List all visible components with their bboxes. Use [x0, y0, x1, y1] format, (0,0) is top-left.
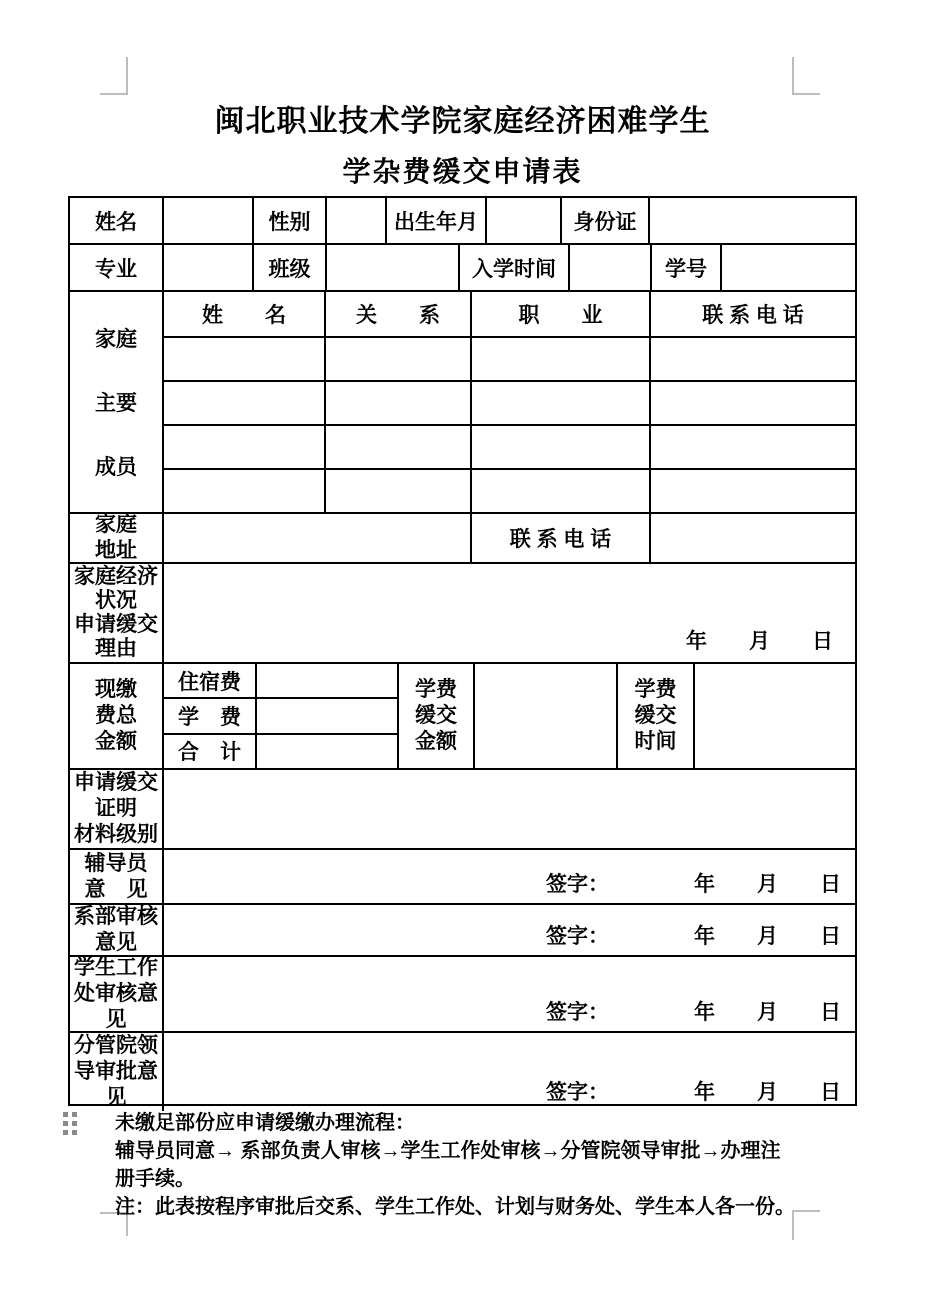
home-address-line1: 家庭 [95, 514, 137, 536]
signature-label: 签字： [546, 1001, 609, 1024]
counselor-opinion-row [70, 850, 855, 905]
student-affairs-label-line2: 处审核意 [74, 982, 158, 1005]
basic-info-row-1 [70, 198, 855, 245]
fees-side-line2: 费总 [95, 704, 137, 727]
birthdate-label: 出生年月 [387, 198, 487, 243]
department-review-row [70, 905, 855, 957]
evidence-level-label [70, 770, 164, 848]
student-affairs-review-area[interactable] [164, 957, 855, 1031]
total-fee-input-cell[interactable] [257, 735, 397, 768]
economic-status-input-area[interactable] [164, 564, 855, 662]
signature-label: 签字： [546, 873, 609, 896]
department-review-area[interactable] [164, 905, 855, 955]
family-member-occupation-cell[interactable] [472, 382, 651, 424]
birthdate-input-cell[interactable] [487, 198, 562, 243]
major-input-cell[interactable] [164, 245, 254, 290]
date-placeholder: 年 月 日 [694, 873, 841, 896]
signature-label: 签字： [546, 1081, 609, 1104]
signature-label: 签字： [546, 925, 609, 948]
student-affairs-review-label [70, 957, 164, 1031]
family-member-row [164, 426, 855, 470]
family-members-side-label [70, 292, 164, 512]
family-member-phone-cell[interactable] [651, 382, 855, 424]
notes-line2: 辅导员同意→ 系部负责人审核→学生工作处审核→分管院领导审批→办理注 [115, 1140, 781, 1162]
accommodation-fee-input-cell[interactable] [257, 664, 397, 697]
family-member-occupation-cell[interactable] [472, 470, 651, 512]
college-leader-approval-label [70, 1033, 164, 1111]
family-member-row [164, 338, 855, 382]
leader-label-line1: 分管院领 [74, 1034, 158, 1057]
economic-label-line4: 理由 [95, 637, 137, 660]
department-review-label [70, 905, 164, 955]
family-side-line1: 家庭 [95, 328, 137, 351]
counselor-label-line1: 辅导员 [84, 851, 148, 875]
family-member-relation-cell[interactable] [326, 426, 472, 468]
defer-amount-line3: 金额 [415, 730, 457, 753]
leader-label-line2: 导审批意 [74, 1060, 158, 1083]
family-member-phone-cell[interactable] [651, 426, 855, 468]
fees-side-line1: 现缴 [95, 678, 137, 701]
family-phone-header: 联 系 电 话 [702, 304, 804, 327]
economic-status-row [70, 564, 855, 664]
family-header-row [164, 292, 855, 338]
total-fee-row [164, 735, 397, 768]
family-member-name-cell[interactable] [164, 382, 326, 424]
home-address-row [70, 514, 855, 564]
economic-label-line1: 家庭经济 [74, 565, 158, 588]
family-member-relation-cell[interactable] [326, 338, 472, 380]
family-member-name-cell[interactable] [164, 338, 326, 380]
contact-phone-label: 联 系 电 话 [472, 514, 651, 562]
fees-row [70, 664, 855, 770]
family-members-section [70, 292, 855, 514]
family-side-line3: 成员 [95, 456, 137, 479]
footer-notes [115, 1109, 875, 1221]
form-title-line2: 学杂费缓交申请表 [342, 156, 583, 187]
student-affairs-label-line3: 见 [105, 1008, 127, 1031]
college-leader-approval-row [70, 1033, 855, 1111]
home-address-line2: 地址 [95, 539, 137, 562]
margin-corner-mark-top-right [792, 57, 820, 95]
economic-status-label [70, 564, 164, 662]
family-occupation-header: 职 业 [472, 292, 651, 336]
counselor-opinion-area[interactable] [164, 850, 855, 903]
notes-line4: 注：此表按程序审批后交系、学生工作处、计划与财务处、学生本人各一份。 [115, 1196, 795, 1218]
defer-amount-line1: 学费 [415, 678, 457, 701]
economic-date-placeholder: 年 月 日 [686, 630, 833, 653]
family-side-line2: 主要 [95, 392, 137, 415]
gender-label: 性别 [254, 198, 327, 243]
family-relation-header: 关 系 [326, 292, 472, 336]
economic-label-line3: 申请缓交 [74, 613, 158, 636]
gender-input-cell[interactable] [327, 198, 387, 243]
home-address-input-cell[interactable] [164, 514, 472, 562]
defer-amount-line2: 缓交 [415, 704, 457, 727]
economic-label-line2: 状况 [95, 589, 137, 612]
defer-time-input-cell[interactable] [695, 664, 855, 768]
department-label-line1: 系部审核 [74, 905, 158, 928]
notes-line3: 册手续。 [115, 1168, 195, 1190]
defer-time-line1: 学费 [634, 678, 677, 701]
student-number-label: 学号 [652, 245, 722, 290]
fee-items-grid [164, 664, 399, 768]
accommodation-fee-row [164, 664, 397, 699]
defer-time-line3: 时间 [634, 730, 677, 753]
major-label: 专业 [70, 245, 164, 290]
notes-line1: 未缴足部份应申请缓缴办理流程： [115, 1112, 415, 1134]
enrollment-date-input-cell[interactable] [570, 245, 652, 290]
family-members-grid [164, 292, 855, 512]
evidence-label-line3: 材料级别 [74, 823, 158, 846]
family-member-name-cell[interactable] [164, 470, 326, 512]
total-fee-label: 合 计 [164, 735, 257, 768]
college-leader-approval-area[interactable] [164, 1033, 855, 1111]
name-input-cell[interactable] [164, 198, 254, 243]
counselor-label-line2: 意 见 [84, 877, 148, 901]
date-placeholder: 年 月 日 [694, 1001, 841, 1024]
basic-info-row-2 [70, 245, 855, 292]
application-form-table [68, 196, 857, 1109]
anchor-dots-marker [63, 1112, 77, 1135]
id-card-label: 身份证 [562, 198, 650, 243]
defer-time-label [618, 664, 695, 768]
family-member-phone-cell[interactable] [651, 338, 855, 380]
family-member-relation-cell[interactable] [326, 382, 472, 424]
leader-label-line3: 见 [105, 1086, 127, 1109]
evidence-level-input-area[interactable] [164, 770, 855, 848]
enrollment-date-label: 入学时间 [460, 245, 570, 290]
date-placeholder: 年 月 日 [694, 1081, 841, 1104]
counselor-opinion-label [70, 850, 164, 903]
tuition-fee-input-cell[interactable] [257, 699, 397, 732]
tuition-fee-label: 学 费 [164, 699, 257, 732]
name-label: 姓名 [70, 198, 164, 243]
class-label: 班级 [254, 245, 327, 290]
family-member-row [164, 470, 855, 512]
margin-corner-mark-top-left [100, 57, 128, 95]
family-member-phone-cell[interactable] [651, 470, 855, 512]
accommodation-fee-label: 住宿费 [164, 664, 257, 697]
defer-time-line2: 缓交 [634, 704, 677, 727]
evidence-level-row [70, 770, 855, 850]
department-label-line2: 意见 [95, 931, 137, 954]
student-affairs-review-row [70, 957, 855, 1033]
family-member-occupation-cell[interactable] [472, 338, 651, 380]
evidence-label-line1: 申请缓交 [74, 771, 158, 794]
evidence-label-line2: 证明 [95, 797, 137, 820]
family-member-row [164, 382, 855, 426]
form-title-line1: 闽北职业技术学院家庭经济困难学生 [214, 105, 711, 138]
defer-amount-input-cell[interactable] [475, 664, 618, 768]
family-name-header: 姓 名 [164, 292, 326, 336]
class-input-cell[interactable] [327, 245, 460, 290]
family-member-occupation-cell[interactable] [472, 426, 651, 468]
family-member-relation-cell[interactable] [326, 470, 472, 512]
student-number-input-cell[interactable] [722, 245, 855, 290]
id-card-input-cell[interactable] [650, 198, 855, 243]
tuition-fee-row [164, 699, 397, 734]
home-address-label [70, 514, 164, 562]
family-member-name-cell[interactable] [164, 426, 326, 468]
contact-phone-input-cell[interactable] [651, 514, 855, 562]
current-fees-side-label [70, 664, 164, 768]
defer-amount-label [399, 664, 475, 768]
date-placeholder: 年 月 日 [694, 925, 841, 948]
student-affairs-label-line1: 学生工作 [74, 957, 158, 979]
fees-side-line3: 金额 [95, 730, 137, 753]
